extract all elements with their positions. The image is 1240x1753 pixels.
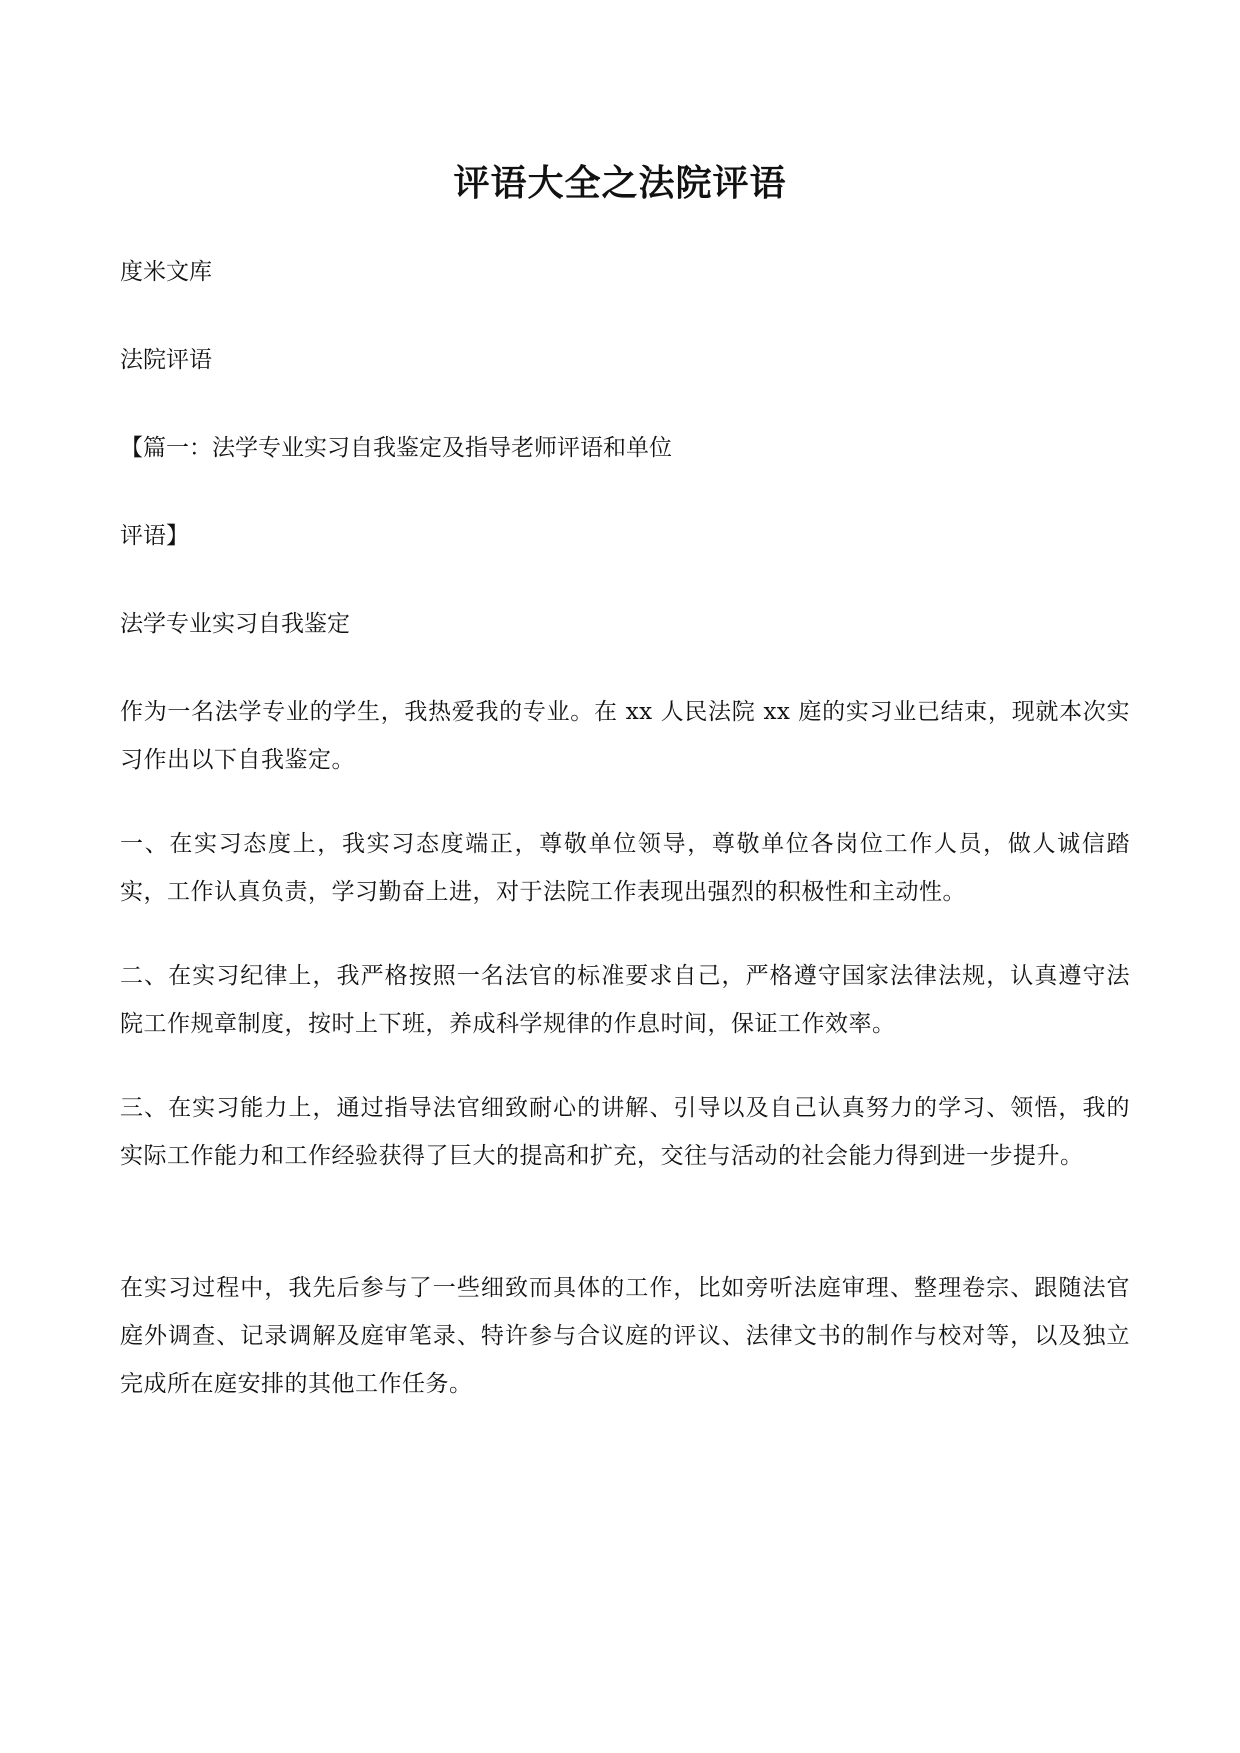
paragraph-discipline: 二、在实习纪律上，我严格按照一名法官的标准要求自己，严格遵守国家法律法规，认真遵守法院工作规章制度，按时上下班，养成科学规律的作息时间，保证工作效率。 [120,963,1130,1037]
paragraph-process: 在实习过程中，我先后参与了一些细致而具体的工作，比如旁听法庭审理、整理卷宗、跟随法官庭外调查、记录调解及庭审笔录、特许参与合议庭的评议、法律文书的制作与校对等，以及独立完成所在庭安排的其他工作任务。 [120,1275,1130,1397]
paragraph-intro: 作为一名法学专业的学生，我热爱我的专业。在 xx 人民法院 xx 庭的实习业已结束，现就本次实习作出以下自我鉴定。 [120,699,1130,773]
section-heading-line-2: 评语】 [120,523,189,549]
document-title: 评语大全之法院评语 [453,162,787,204]
section-title: 法学专业实习自我鉴定 [120,611,350,637]
paragraph-ability: 三、在实习能力上，通过指导法官细致耐心的讲解、引导以及自己认真努力的学习、领悟，我的实际工作能力和工作经验获得了巨大的提高和扩充，交往与活动的社会能力得到进一步提升。 [120,1095,1130,1169]
source-label: 度米文库 [120,259,212,285]
section-heading-line-1: 【篇一：法学专业实习自我鉴定及指导老师评语和单位 [120,435,672,461]
subtitle: 法院评语 [120,347,212,373]
paragraph-attitude: 一、在实习态度上，我实习态度端正，尊敬单位领导，尊敬单位各岗位工作人员，做人诚信踏实，工作认真负责，学习勤奋上进，对于法院工作表现出强烈的积极性和主动性。 [120,831,1130,905]
